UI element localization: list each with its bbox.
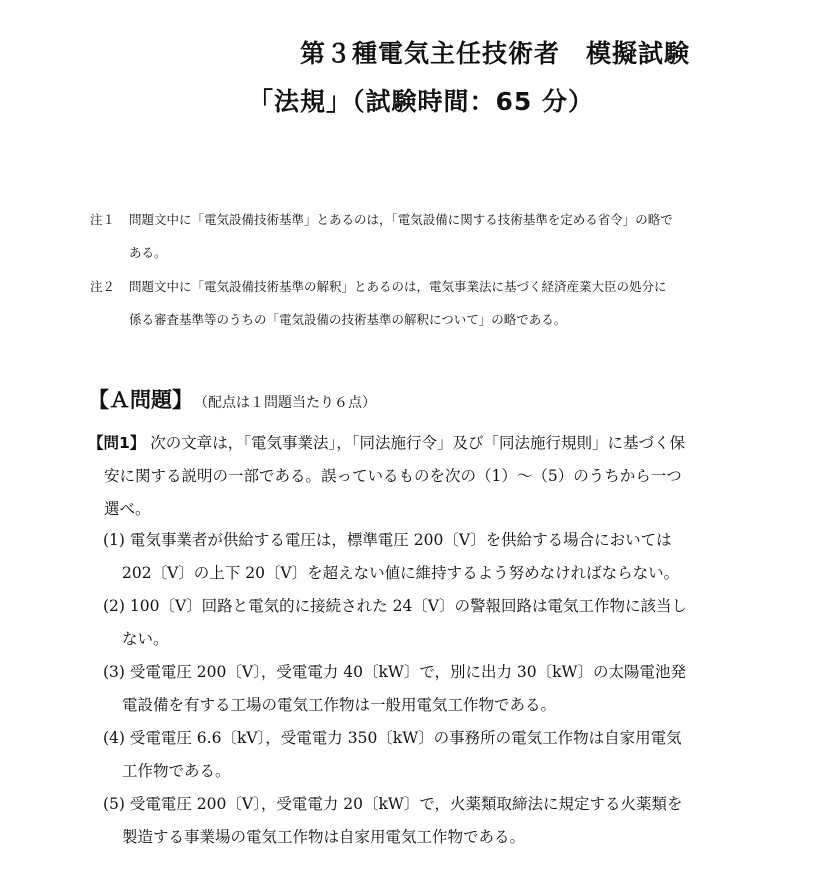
choice-1-line-2: 202〔V〕の上下 20〔V〕を超えない値に維持するよう努めなければならない。: [122, 564, 680, 582]
exam-subtitle: 「法規」（試験時間：65 分）: [248, 87, 594, 116]
section-title: 【Ａ問題】: [88, 388, 193, 412]
choice-2: [103, 590, 743, 656]
choice-2-line-1: (2) 100〔V〕回路と電気的に接続された 24〔V〕の警報回路は電気工作物に該当し: [103, 597, 688, 615]
note-2-label: 注２: [90, 279, 116, 294]
choice-5: [103, 788, 743, 854]
choice-4: [103, 722, 743, 788]
choice-1-line-1: (1) 電気事業者が供給する電圧は，標準電圧 200〔V〕を供給する場合においては: [103, 531, 672, 549]
note-1-line-2: ある。: [129, 245, 167, 260]
choice-1: [103, 524, 743, 590]
note-1-label: 注１: [90, 212, 116, 227]
note-2-line-1: 問題文中に「電気設備技術基準の解釈」とあるのは，電気事業法に基づく経済産業大臣の処分に: [129, 279, 667, 294]
choice-4-line-1: (4) 受電電圧 6.6〔kV〕，受電電力 350〔kW〕の事務所の電気工作物は自家用電気: [103, 729, 682, 747]
question-1: [88, 427, 743, 526]
choice-5-line-2: 製造する事業場の電気工作物は自家用電気工作物である。: [122, 828, 526, 846]
choice-3: [103, 656, 743, 722]
answer-choices: [103, 524, 743, 854]
choice-3-line-1: (3) 受電電圧 200〔V〕，受電電力 40〔kW〕で，別に出力 30〔kW〕の太陽電池発: [103, 663, 686, 681]
question-line-3: 選べ。: [104, 500, 151, 518]
question-line-2: 安に関する説明の一部である。誤っているものを次の（1）～（5）のうちから一つ: [104, 467, 682, 485]
choice-5-line-1: (5) 受電電圧 200〔V〕，受電電力 20〔kW〕で，火薬類取締法に規定する火薬類を: [103, 795, 683, 813]
section-scoring-note: （配点は１問題当たり６点）: [201, 395, 376, 411]
note-2-line-2: 係る審査基準等のうちの「電気設備の技術基準の解釈について」の略である。: [129, 312, 567, 327]
note-1: [90, 203, 750, 269]
question-label: 【問1】: [88, 434, 146, 452]
question-line-1: 次の文章は，「電気事業法」，「同法施行令」及び「同法施行規則」に基づく保: [150, 434, 685, 452]
choice-3-line-2: 電設備を有する工場の電気工作物は一般用電気工作物である。: [122, 696, 557, 714]
exam-title: 第３種電気主任技術者 模擬試験: [300, 39, 691, 68]
section-a-header: [88, 384, 376, 414]
note-1-line-1: 問題文中に「電気設備技術基準」とあるのは，「電気設備に関する技術基準を定める省令」の略で: [129, 212, 673, 227]
choice-2-line-2: ない。: [122, 630, 169, 648]
choice-4-line-2: 工作物である。: [122, 762, 231, 780]
note-2: [90, 270, 750, 336]
